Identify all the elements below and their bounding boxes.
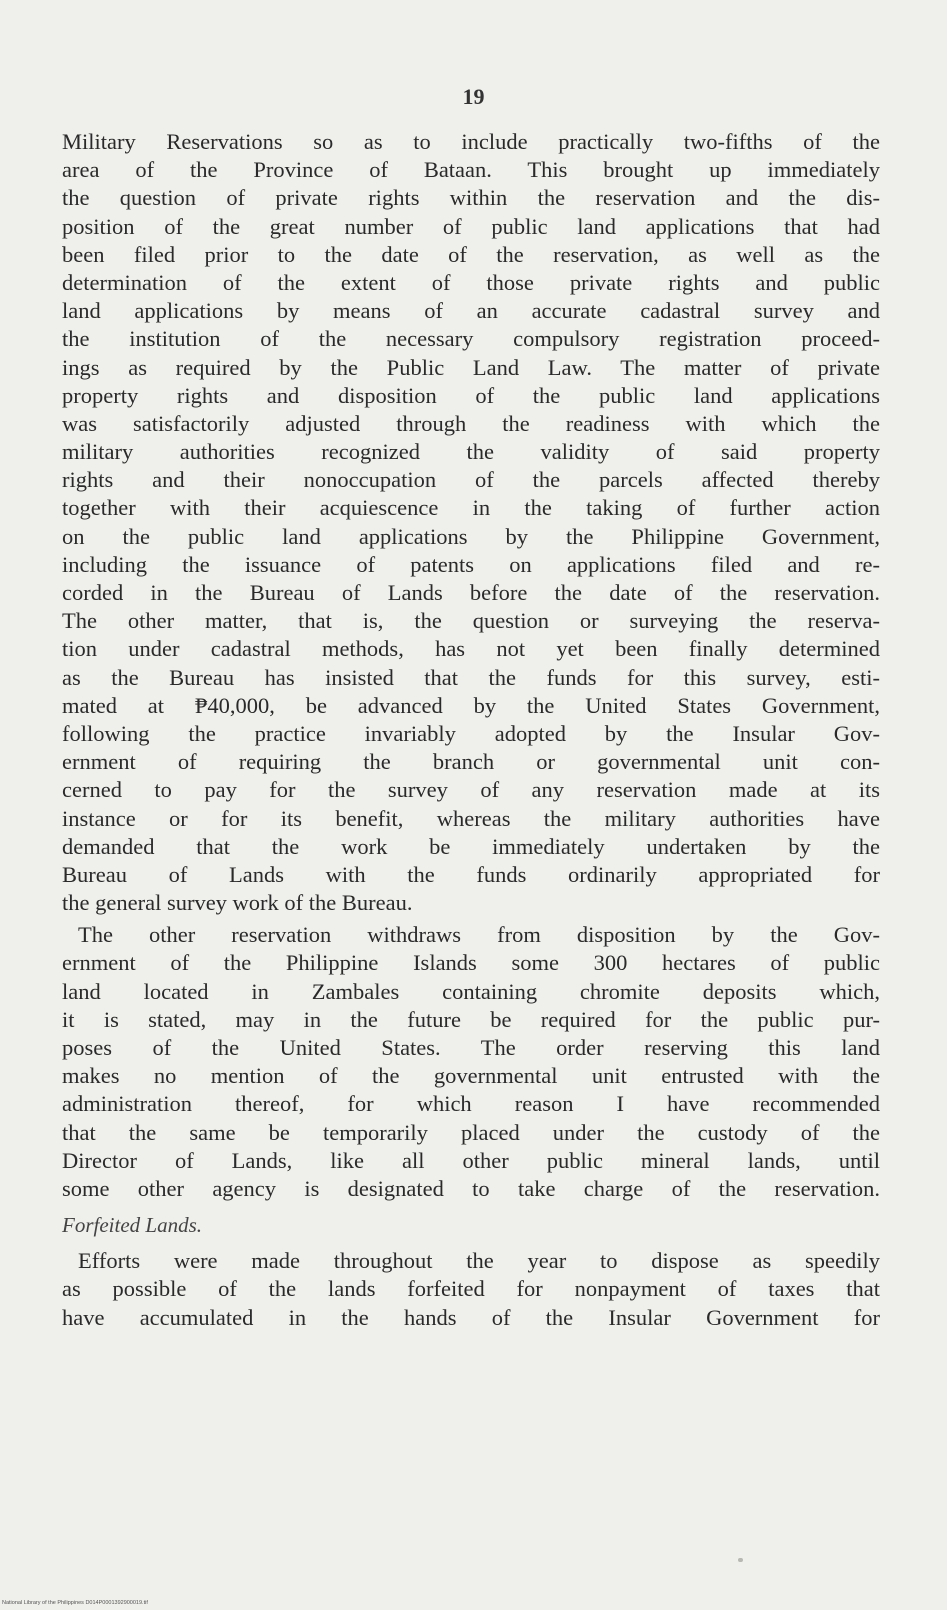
- text-line: land applications by means of an accurate cadastral survey and: [62, 298, 880, 324]
- text-line: that the same be temporarily placed under the custody of the: [62, 1119, 880, 1145]
- text-line: Director of Lands, like all other public mineral lands, until: [62, 1147, 880, 1173]
- text-line: tion under cadastral methods, has not yet been finally determined: [62, 636, 880, 662]
- paragraph-forfeited-lands: [62, 1247, 880, 1332]
- text-line: corded in the Bureau of Lands before the date of the reservation.: [62, 580, 880, 605]
- text-line: determination of the extent of those private rights and public: [62, 269, 880, 295]
- paragraph-military-reservations: [62, 128, 880, 917]
- text-line: as possible of the lands forfeited for nonpayment of taxes that: [62, 1276, 880, 1302]
- text-line: military authorities recognized the validity of said property: [62, 439, 880, 465]
- text-line: together with their acquiescence in the taking of further action: [62, 495, 880, 521]
- body-text: [62, 128, 880, 1332]
- text-line: have accumulated in the hands of the Insular Government for: [62, 1304, 880, 1330]
- text-line: land located in Zambales containing chromite deposits which,: [62, 978, 880, 1004]
- text-line: property rights and disposition of the public land applications: [62, 382, 880, 408]
- text-line: following the practice invariably adopted by the Insular Gov-: [62, 720, 880, 746]
- text-line: including the issuance of patents on applications filed and re-: [62, 551, 880, 577]
- text-line: administration thereof, for which reason I have recommended: [62, 1091, 880, 1117]
- text-line: the general survey work of the Bureau.: [62, 890, 413, 916]
- text-line: area of the Province of Bataan. This brought up immediately: [62, 157, 880, 183]
- text-line: it is stated, may in the future be required for the public pur-: [62, 1006, 880, 1032]
- text-line: rights and their nonoccupation of the parcels affected thereby: [62, 467, 880, 493]
- scan-speck: [738, 1558, 743, 1562]
- text-line: The other matter, that is, the question or surveying the reserva-: [62, 608, 880, 634]
- text-line: ernment of the Philippine Islands some 300 hectares of public: [62, 950, 880, 976]
- text-line: Military Reservations so as to include practically two-fifths of the: [62, 129, 880, 154]
- text-line: cerned to pay for the survey of any reservation made at its: [62, 777, 880, 803]
- page-number: 19: [462, 84, 485, 109]
- scan-footer: National Library of the Philippines D014P0001392900019.tif: [2, 1600, 148, 1606]
- text-line: demanded that the work be immediately undertaken by the: [62, 833, 880, 859]
- text-line: some other agency is designated to take charge of the reservation.: [62, 1175, 880, 1201]
- text-line: instance or for its benefit, whereas the military authorities have: [62, 805, 880, 831]
- text-line: as the Bureau has insisted that the funds for this survey, esti-: [62, 664, 880, 690]
- section-heading: Forfeited Lands.: [62, 1213, 202, 1238]
- text-line: was satisfactorily adjusted through the readiness with which the: [62, 410, 880, 436]
- text-line: makes no mention of the governmental unit entrusted with the: [62, 1063, 880, 1089]
- text-line: ings as required by the Public Land Law. The matter of private: [62, 354, 880, 380]
- text-line: the institution of the necessary compulsory registration proceed-: [62, 326, 880, 352]
- text-line: poses of the United States. The order reserving this land: [62, 1035, 880, 1060]
- paragraph-zambales-reservation: [62, 921, 880, 1203]
- text-line: Efforts were made throughout the year to dispose as speedily: [78, 1248, 880, 1274]
- text-line: ernment of requiring the branch or governmental unit con-: [62, 749, 880, 775]
- text-line: been filed prior to the date of the reservation, as well as the: [62, 241, 880, 267]
- text-line: position of the great number of public land applications that had: [62, 213, 880, 239]
- text-line: the question of private rights within the reservation and the dis-: [62, 185, 880, 211]
- text-line: The other reservation withdraws from disposition by the Gov-: [78, 922, 880, 948]
- text-line: mated at ₱40,000, be advanced by the United States Government,: [62, 692, 880, 718]
- text-line: on the public land applications by the Philippine Government,: [62, 523, 880, 549]
- text-line: Bureau of Lands with the funds ordinarily appropriated for: [62, 861, 880, 887]
